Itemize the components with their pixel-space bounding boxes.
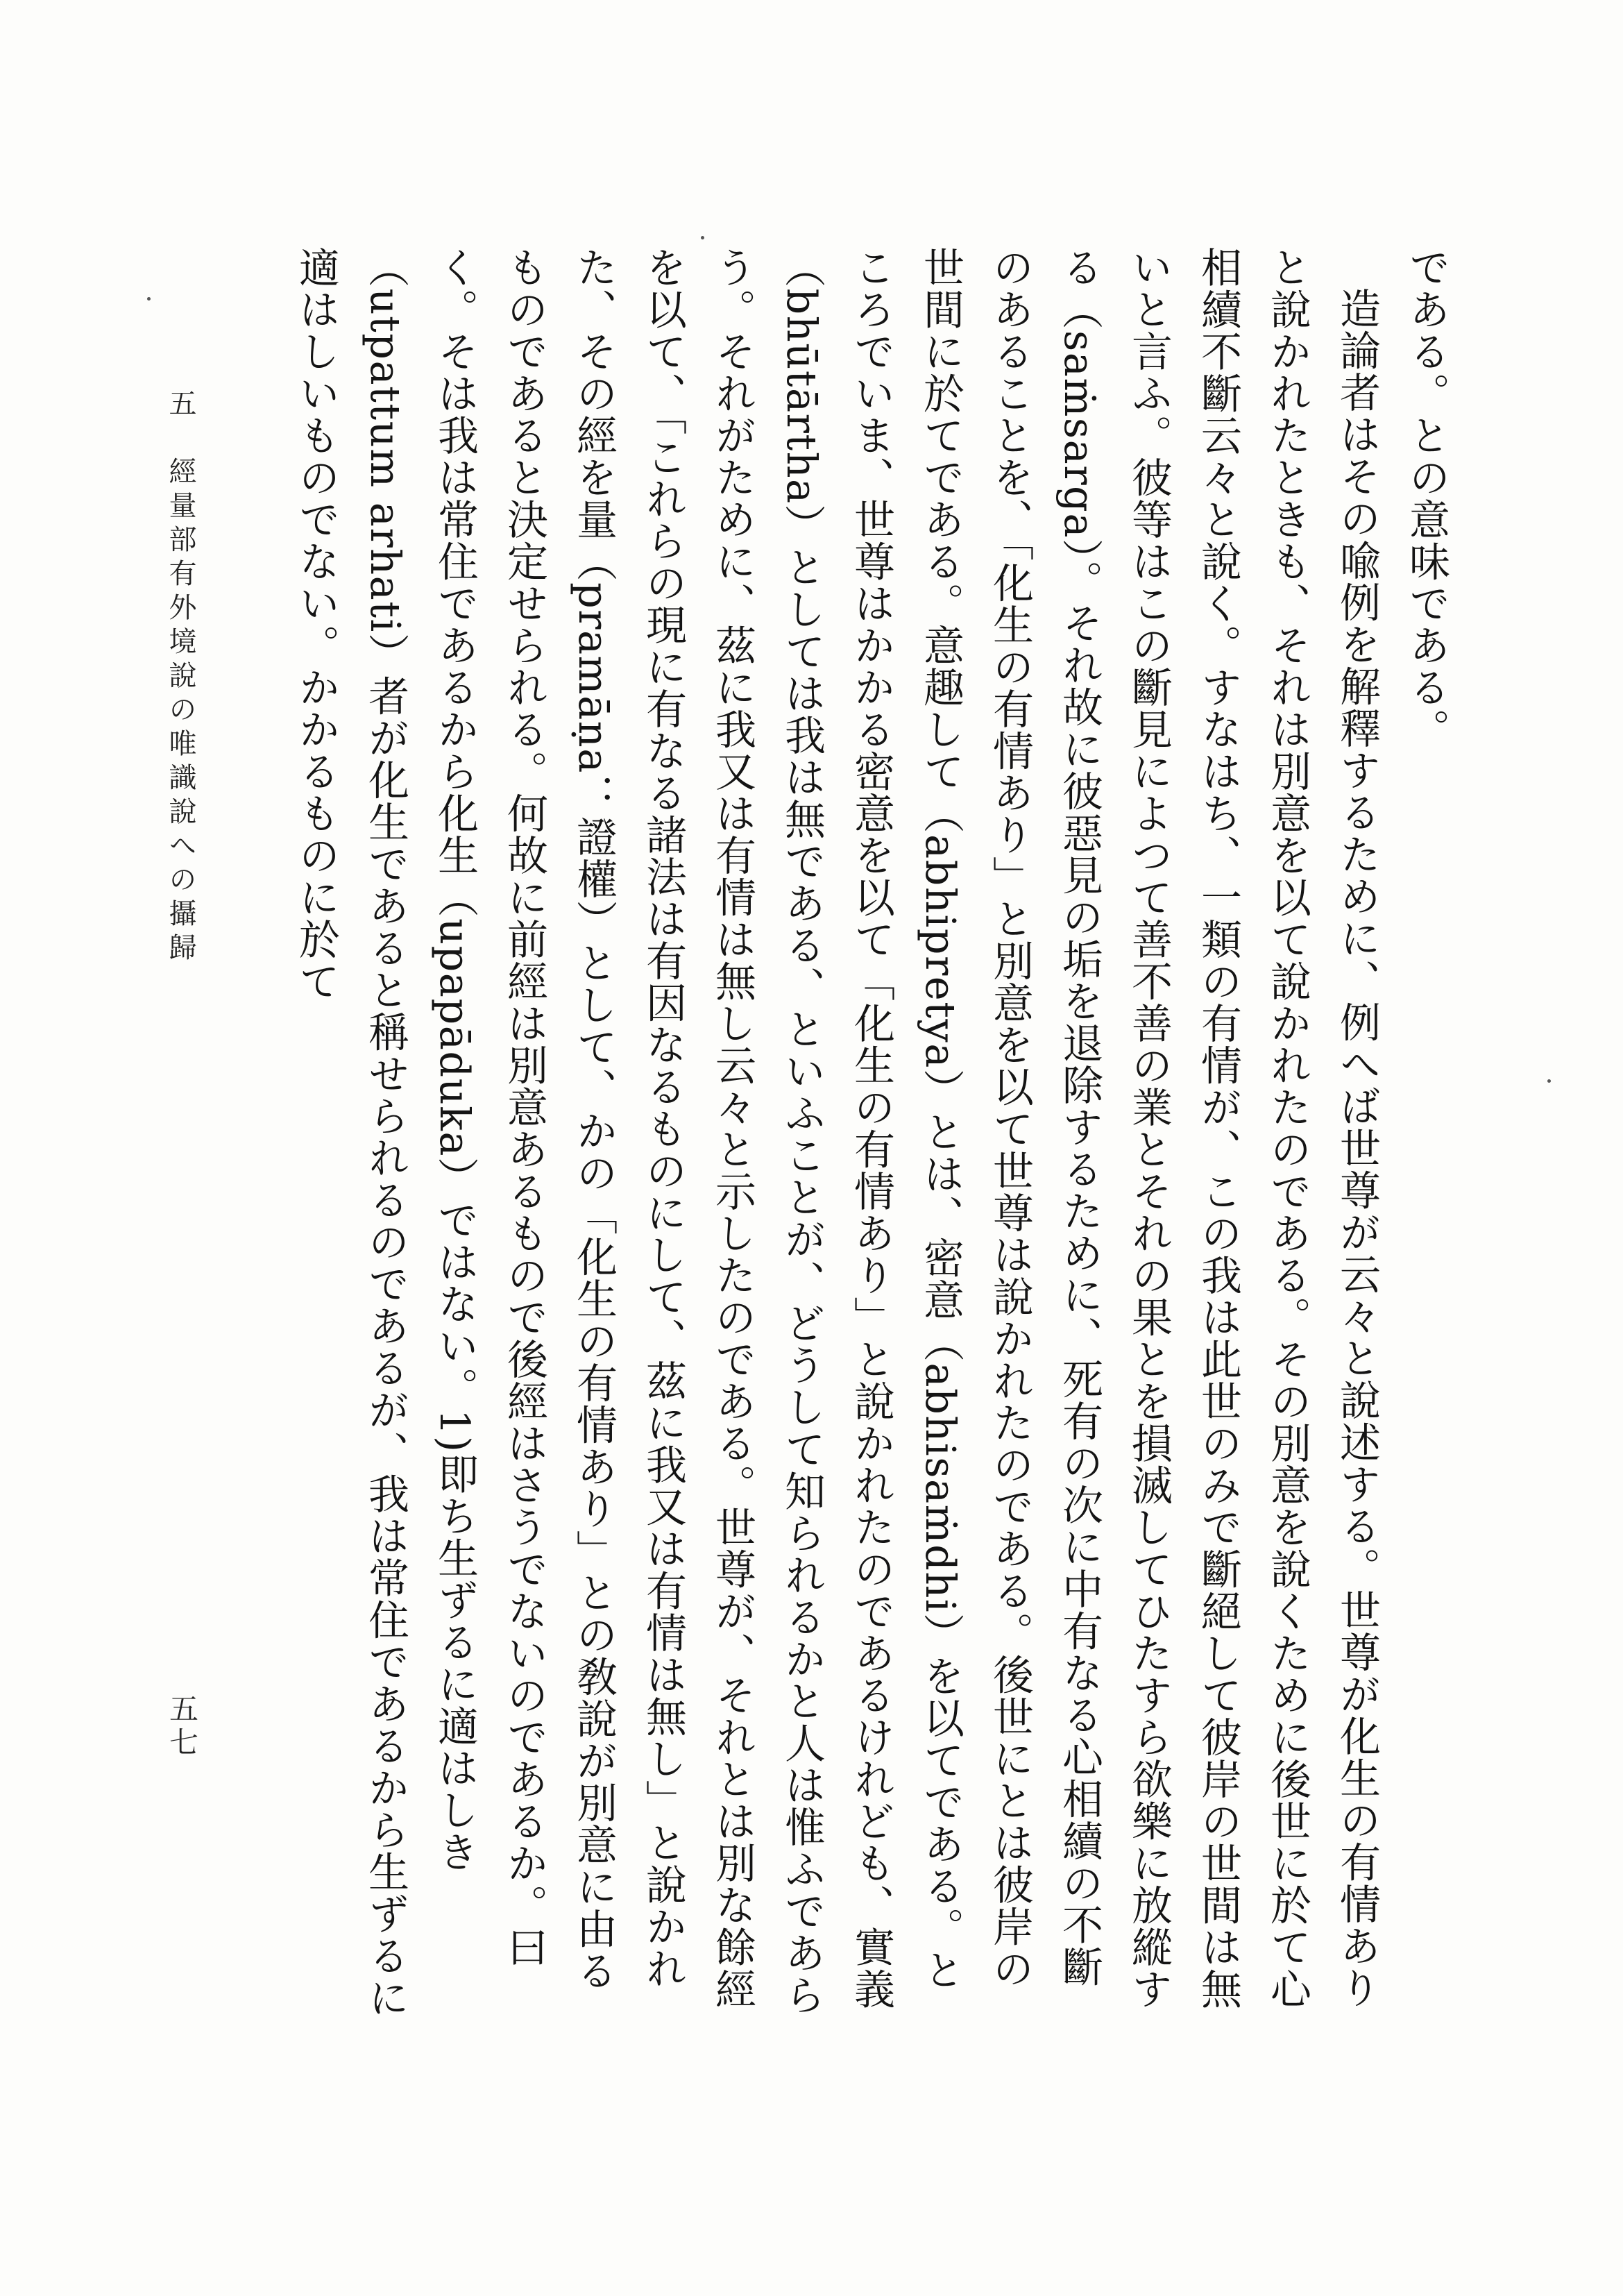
scan-speck [701, 236, 704, 239]
paragraph-1: である。との意味である。 [1402, 246, 1450, 750]
page-number: 五七 [165, 1694, 199, 1760]
scan-speck [1547, 1079, 1551, 1083]
body-text [246, 246, 1461, 2023]
scan-speck [147, 297, 151, 301]
paragraph-2: 造論者はその喩例を解釋するために、例へば世尊が云々と說述する。世尊が化生の有情ありと說かれたときも、それは別意を以て說かれたのである。その別意を說くために後世に於て心相續不斷云々と說く。すなはち、一類の有情が、この我は此世のみで斷絕して彼岸の世間は無いと言ふ。彼等はこの斷見によつて善不善の業とそれの果とを損滅してひたすら欲樂に放縱する（saṁsarga）。それ故に彼惡見の垢を退除するために、死有の次に中有なる心相續の不斷のあることを、「化生の有情あり」と別意を以て世尊は說かれたのである。後世にとは彼岸の世間に於てである。意趣して（abhipretya）とは、密意（abhisaṁdhi）を以てである。ところでいま、世尊はかかる密意を以て「化生の有情あり」と說かれたのであるけれども、實義（bhūtārtha）としては我は無である、といふことが、どうして知られるかと人は惟ふであらう。それがために、茲に我又は有情は無し云々と示したのである。世尊が、それとは別な餘經を以て、「これらの現に有なる諸法は有因なるものにして、茲に我又は有情は無し」と說かれた、その經を量（pramāṇa：證權）として、かの「化生の有情あり」との敎說が別意に由るものであると決定せられる。何故に前經は別意あるもので後經はさうでないのであるか。曰く。そは我は常住であるから化生（upapāduka）ではない。1)即ち生ずるに適はしき（utpattum arhati）者が化生であると稱せられるのであるが、我は常住であるから生ずるに適はしいものでない。かかるものに於て [292, 246, 1381, 2019]
running-header: 五 經量部有外境說の唯識說への攝歸 [164, 389, 196, 967]
